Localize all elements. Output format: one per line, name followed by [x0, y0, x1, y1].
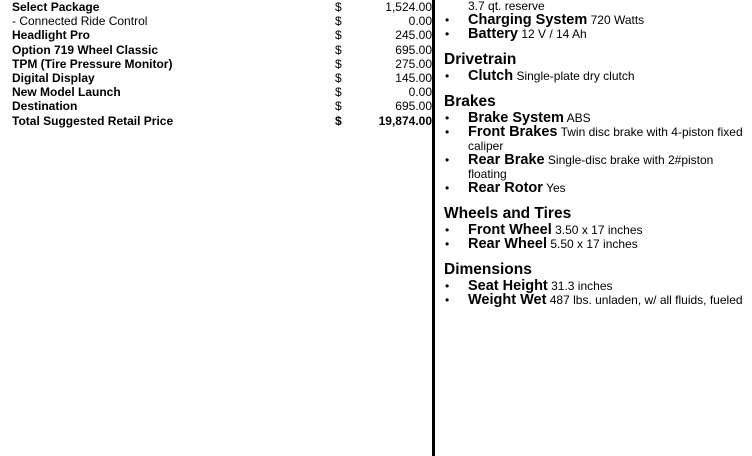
section-title-drivetrain: Drivetrain — [444, 51, 517, 68]
spec-label: Front Wheel — [468, 222, 552, 238]
price-item-label: Select Package — [12, 0, 100, 14]
total-price-amount: 19,874.00 — [378, 113, 432, 128]
spec-value: Yes — [546, 181, 566, 195]
bullet: • — [445, 27, 450, 41]
bullet: • — [445, 153, 450, 167]
spec-item — [444, 279, 748, 293]
spec-item — [444, 223, 748, 237]
price-item-label: Digital Display — [12, 70, 95, 85]
bullet: • — [445, 69, 450, 83]
spec-value: 12 V / 14 Ah — [521, 27, 587, 41]
currency-symbol: $ — [335, 28, 342, 43]
price-item-label: Option 719 Wheel Classic — [12, 42, 159, 57]
price-amount: 145.00 — [395, 70, 432, 85]
price-row — [12, 85, 432, 99]
bullet: • — [445, 293, 450, 307]
spec-label: Brake System — [468, 110, 564, 126]
spec-label: Rear Wheel — [468, 236, 547, 252]
bullet: • — [445, 223, 450, 237]
price-list — [12, 0, 432, 128]
currency-symbol: $ — [335, 56, 342, 71]
price-row — [12, 28, 432, 42]
spec-label: Clutch — [468, 68, 514, 84]
price-row — [12, 14, 432, 28]
price-amount: 245.00 — [395, 28, 432, 43]
spec-item — [444, 237, 748, 251]
spec-column — [444, 0, 748, 307]
price-amount: 0.00 — [408, 85, 432, 100]
spec-label: Weight Wet — [468, 292, 547, 308]
spec-item — [444, 13, 748, 27]
spec-item — [444, 69, 748, 83]
spec-value: 5.50 x 17 inches — [550, 237, 638, 251]
spec-item — [444, 153, 748, 181]
bullet: • — [445, 181, 450, 195]
currency-symbol: $ — [335, 14, 342, 29]
total-price-label: Total Suggested Retail Price — [12, 113, 174, 128]
spec-item — [444, 293, 748, 307]
spec-label: Charging System — [468, 12, 588, 28]
spec-value: Twin disc brake with 4-piston fixed caliper — [468, 125, 743, 153]
currency-symbol: $ — [335, 70, 342, 85]
price-item-label: Destination — [12, 99, 78, 114]
price-row — [12, 43, 432, 57]
bullet: • — [445, 279, 450, 293]
price-amount: 275.00 — [395, 56, 432, 71]
spec-value: 31.3 inches — [551, 279, 613, 293]
spec-value: ABS — [566, 111, 591, 125]
bullet: • — [445, 13, 450, 27]
spec-item — [444, 181, 748, 195]
spec-value: 720 Watts — [590, 13, 645, 27]
currency-symbol: $ — [335, 113, 342, 128]
spec-continuation-text: 3.7 qt. reserve — [468, 0, 545, 13]
price-amount: 695.00 — [395, 99, 432, 114]
spec-value: Single-plate dry clutch — [516, 69, 635, 83]
section-gap — [444, 195, 748, 205]
section-title-brakes: Brakes — [444, 93, 496, 110]
currency-symbol: $ — [335, 99, 342, 114]
spec-item — [444, 125, 748, 153]
spec-value: 3.50 x 17 inches — [555, 223, 643, 237]
price-row — [12, 57, 432, 71]
price-item-label: TPM (Tire Pressure Monitor) — [12, 56, 173, 71]
spec-item — [444, 27, 748, 41]
currency-symbol: $ — [335, 42, 342, 57]
price-row — [12, 99, 432, 113]
section-title-dimensions: Dimensions — [444, 261, 532, 278]
price-item-label: Headlight Pro — [12, 28, 91, 43]
price-row — [12, 0, 432, 14]
currency-symbol: $ — [335, 0, 342, 14]
section-gap — [444, 251, 748, 261]
price-row — [12, 71, 432, 85]
spec-item — [444, 111, 748, 125]
price-amount: 695.00 — [395, 42, 432, 57]
spec-label: Rear Rotor — [468, 180, 543, 196]
spec-value: 487 lbs. unladen, w/ all fluids, fueled — [549, 293, 743, 307]
section-gap — [444, 41, 748, 51]
price-amount: 1,524.00 — [385, 0, 432, 14]
section-title-wheels-and-tires: Wheels and Tires — [444, 205, 572, 222]
currency-symbol: $ — [335, 85, 342, 100]
bullet: • — [445, 237, 450, 251]
price-item-label: New Model Launch — [12, 85, 121, 100]
spec-value: Single-disc brake with 2#piston floating — [468, 153, 714, 181]
price-item-label: - Connected Ride Control — [12, 14, 148, 29]
spec-label: Front Brakes — [468, 124, 558, 140]
bullet: • — [445, 111, 450, 125]
column-divider — [432, 0, 435, 456]
bullet: • — [445, 125, 450, 139]
spec-label: Seat Height — [468, 278, 548, 294]
section-gap — [444, 83, 748, 93]
price-amount: 0.00 — [408, 14, 432, 29]
spec-label: Rear Brake — [468, 152, 545, 168]
total-price-row — [12, 114, 432, 128]
spec-label: Battery — [468, 26, 518, 42]
